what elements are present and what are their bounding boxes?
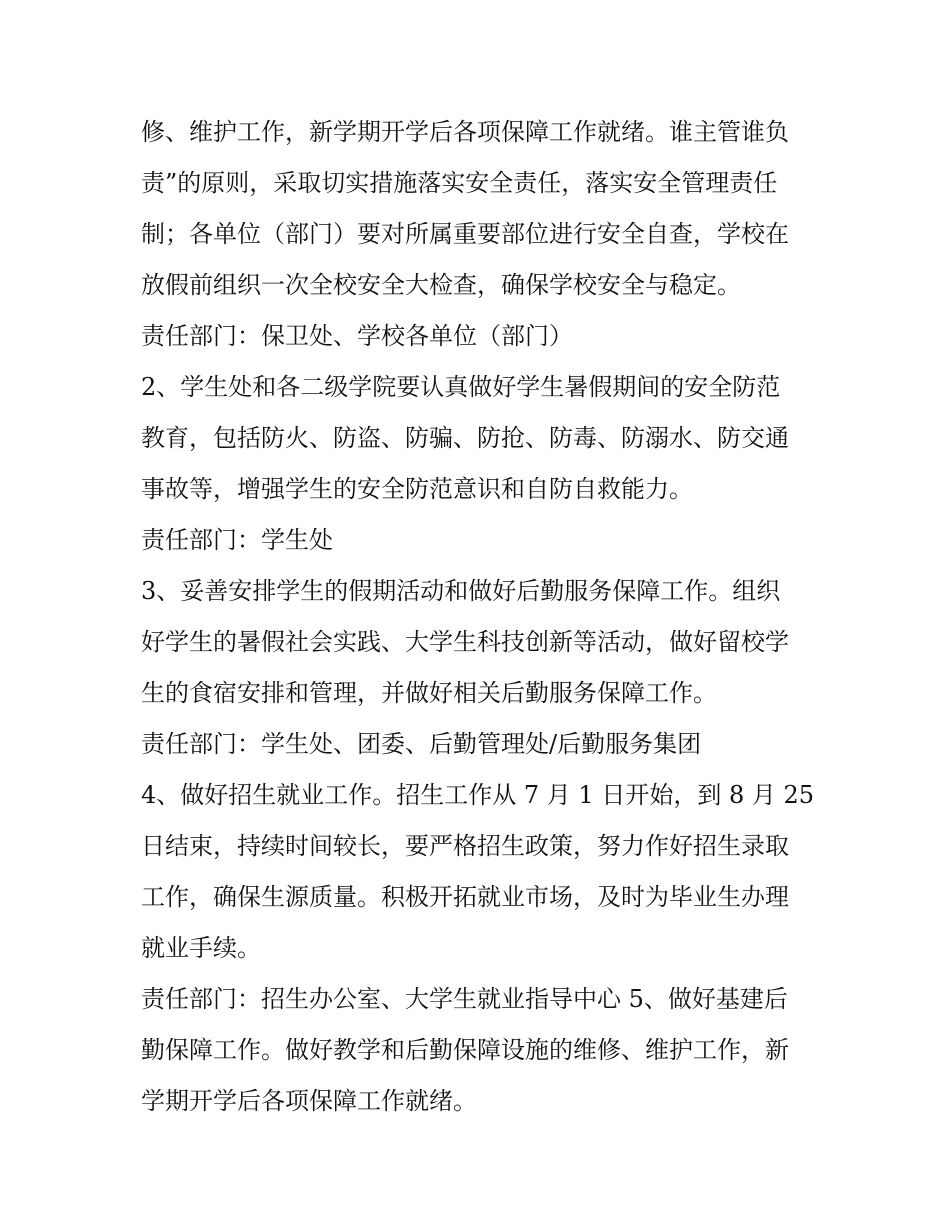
text-line: 事故等，增强学生的安全防范意识和自防自救能力。 — [141, 475, 693, 503]
text-line: 勤保障工作。做好教学和后勤保障设施的维修、维护工作，新 — [141, 1036, 789, 1064]
responsible-department-line: 责任部门：保卫处、学校各单位（部门） — [141, 322, 573, 350]
text-line: 3、妥善安排学生的假期活动和做好后勤服务保障工作。组织 — [141, 577, 781, 605]
text-line: 日结束，持续时间较长，要严格招生政策，努力作好招生录取 — [141, 832, 789, 860]
text-line: 学期开学后各项保障工作就绪。 — [141, 1087, 477, 1115]
responsible-department-line: 责任部门：学生处、团委、后勤管理处/后勤服务集团 — [141, 730, 702, 758]
text-line: 修、维护工作，新学期开学后各项保障工作就绪。谁主管谁负 — [141, 118, 789, 146]
text-line: 教育，包括防火、防盗、防骗、防抢、防毒、防溺水、防交通 — [141, 424, 789, 452]
responsible-department-line: 责任部门：招生办公室、大学生就业指导中心 5、做好基建后 — [141, 985, 788, 1013]
responsible-department-line: 责任部门：学生处 — [141, 526, 333, 554]
text-line: 工作，确保生源质量。积极开拓就业市场，及时为毕业生办理 — [141, 883, 789, 911]
text-line: 制；各单位（部门）要对所属重要部位进行安全自查，学校在 — [141, 220, 789, 248]
text-line: 2、学生处和各二级学院要认真做好学生暑假期间的安全防范 — [141, 373, 781, 401]
text-line: 责”的原则，采取切实措施落实安全责任，落实安全管理责任 — [141, 169, 778, 197]
text-line: 生的食宿安排和管理，并做好相关后勤服务保障工作。 — [141, 679, 717, 707]
text-line: 就业手续。 — [141, 934, 261, 962]
document-body — [141, 107, 821, 1127]
text-line: 4、做好招生就业工作。招生工作从 7 月 1 日开始，到 8 月 25 — [141, 781, 815, 809]
text-line: 好学生的暑假社会实践、大学生科技创新等活动，做好留校学 — [141, 628, 789, 656]
text-line: 放假前组织一次全校安全大检查，确保学校安全与稳定。 — [141, 271, 741, 299]
